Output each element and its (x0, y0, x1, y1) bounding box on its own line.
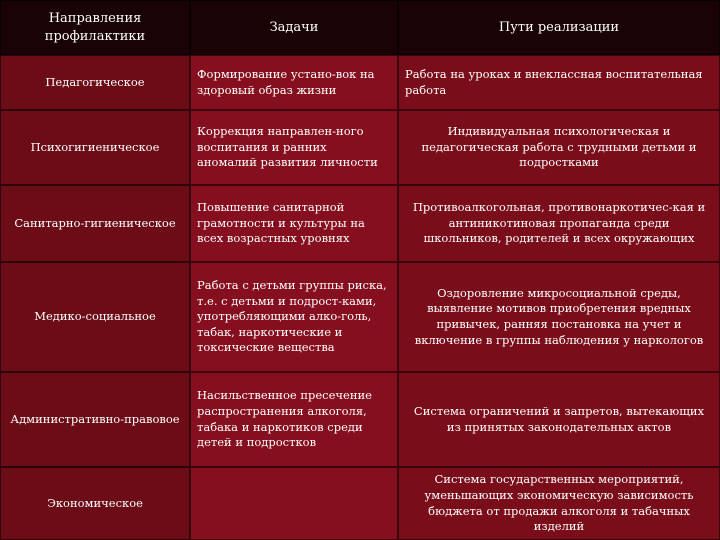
row-1-task-text: Формирование устано-вок на здоровый образ жизни (197, 66, 375, 97)
row-6-way (398, 467, 720, 540)
row-6-direction (0, 467, 190, 540)
row-5-task (190, 372, 398, 467)
row-3-task (190, 185, 398, 262)
row-3-direction-text: Санитарно-гигиеническое (14, 215, 176, 230)
row-1-task (190, 55, 398, 110)
row-4-direction-text: Медико-социальное (34, 309, 156, 324)
row-3-task-text: Повышение санитарной грамотности и культуры на всех возрастных уровнях (197, 200, 365, 246)
header-ways-text: Пути реализации (498, 19, 620, 35)
row-3-way-text: Противоалкогольная, противонаркотичес-кая и антиникотиновая пропаганда среди школьников, родителей и всех окружающих (412, 200, 706, 246)
header-tasks-text: Задачи (269, 19, 319, 35)
row-6-direction-text: Экономическое (47, 495, 143, 510)
row-4-way-text: Оздоровление микросоциальной среды, выявление мотивов приобретения вредных привычек, ранняя постановка на учет и включение в группы наблюдения у наркологов (414, 285, 704, 347)
row-5-direction-text: Административно-правовое (10, 411, 180, 426)
row-1-direction-text: Педагогическое (45, 74, 145, 89)
header-ways (398, 0, 720, 55)
row-6-way-text: Система государственных мероприятий, уменьшающих экономическую зависимость бюджета от продажи алкоголя и табачных изделий (424, 472, 694, 534)
row-4-way (398, 262, 720, 372)
row-5-task-text: Насильственное пресечение распространения алкоголя, табака и наркотиков среди детей и подростков (197, 388, 372, 450)
row-2-direction (0, 110, 190, 185)
header-tasks (190, 0, 398, 55)
row-4-task-text: Работа с детьми группы риска, т.е. с детьми и подрост-ками, употребляющими алко-голь, табак, наркотические и токсические вещества (197, 278, 387, 355)
row-5-direction (0, 372, 190, 467)
header-directions (0, 0, 190, 55)
row-5-way (398, 372, 720, 467)
row-2-direction-text: Психогигиеническое (30, 139, 160, 154)
row-4-direction (0, 262, 190, 372)
row-1-way (398, 55, 720, 110)
row-6-task (190, 467, 398, 540)
row-5-way-text: Система ограничений и запретов, вытекающих из принятых законодательных актов (413, 403, 705, 434)
row-3-way (398, 185, 720, 262)
row-1-direction (0, 55, 190, 110)
row-1-way-text: Работа на уроках и внеклассная воспитательная работа (405, 66, 703, 97)
row-3-direction (0, 185, 190, 262)
header-directions-text: Направления профилактики (44, 10, 146, 44)
row-2-task-text: Коррекция направлен-ного воспитания и ранних аномалий развития личности (197, 124, 378, 170)
row-4-task (190, 262, 398, 372)
row-2-way (398, 110, 720, 185)
row-2-task (190, 110, 398, 185)
row-2-way-text: Индивидуальная психологическая и педагогическая работа с трудными детьми и подростками (421, 124, 697, 170)
